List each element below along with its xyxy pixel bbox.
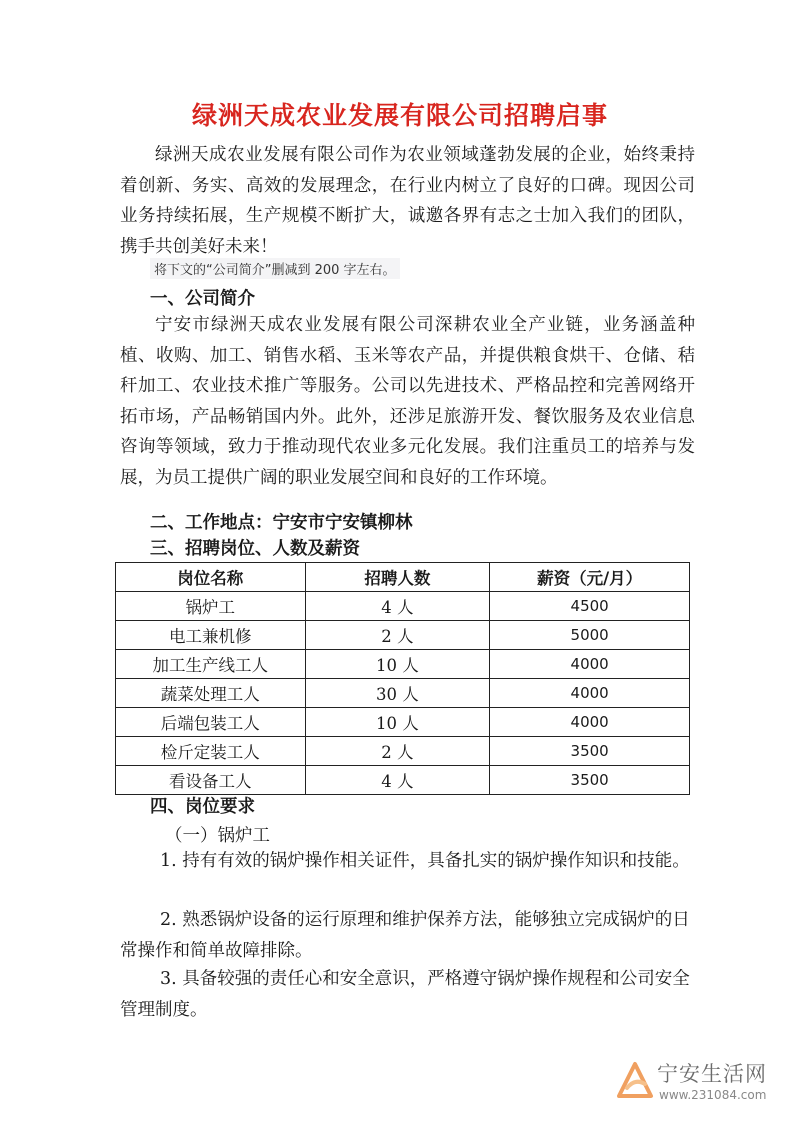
cell-position: 后端包装工人	[116, 708, 306, 737]
header-position: 岗位名称	[116, 563, 306, 592]
cell-salary: 5000	[490, 621, 690, 650]
section-heading-positions: 三、招聘岗位、人数及薪资	[150, 539, 360, 559]
cell-count: 2 人	[305, 621, 490, 650]
company-profile-paragraph: 宁安市绿洲天成农业发展有限公司深耕农业全产业链，业务涵盖种植、收购、加工、销售水稻、玉米等农产品，并提供粮食烘干、仓储、秸秆加工、农业技术推广等服务。公司以先进技术、严格品控和完善网络开拓市场，产品畅销国内外。此外，还涉足旅游开发、餐饮服务及农业信息咨询等领域，致力于推动现代农业多元化发展。我们注重员工的培养与发展，为员工提供广阔的职业发展空间和良好的工作环境。	[120, 315, 695, 488]
cell-salary: 3500	[490, 737, 690, 766]
site-watermark	[615, 1058, 795, 1108]
cell-salary: 4500	[490, 592, 690, 621]
cell-position: 加工生产线工人	[116, 650, 306, 679]
cell-salary: 4000	[490, 679, 690, 708]
table-row	[116, 766, 690, 795]
header-salary: 薪资（元/月）	[490, 563, 690, 592]
cell-position: 电工兼机修	[116, 621, 306, 650]
table-row	[116, 621, 690, 650]
watermark-site-url: www.231084.com	[659, 1088, 767, 1102]
section-heading-work-location: 二、工作地点：宁安市宁安镇柳林	[150, 513, 413, 533]
cell-position: 检斤定装工人	[116, 737, 306, 766]
requirement-item: 3. 具备较强的责任心和安全意识，严格遵守锅炉操作规程和公司安全管理制度。	[120, 969, 690, 1020]
cell-salary: 3500	[490, 766, 690, 795]
cell-count: 2 人	[305, 737, 490, 766]
positions-table	[115, 562, 690, 795]
requirement-item: 1. 持有有效的锅炉操作相关证件，具备扎实的锅炉操作知识和技能。	[160, 851, 690, 871]
cell-count: 4 人	[305, 592, 490, 621]
subheading-boiler-worker: （一）锅炉工	[165, 826, 270, 846]
cell-position: 蔬菜处理工人	[116, 679, 306, 708]
table-row	[116, 679, 690, 708]
cell-count: 4 人	[305, 766, 490, 795]
cell-count: 10 人	[305, 708, 490, 737]
cell-count: 10 人	[305, 650, 490, 679]
cell-count: 30 人	[305, 679, 490, 708]
watermark-site-name: 宁安生活网	[657, 1062, 767, 1086]
table-row	[116, 650, 690, 679]
edit-instruction-note: 将下文的“公司简介”删减到 200 字左右。	[150, 258, 400, 279]
page-title: 绿洲天成农业发展有限公司招聘启事	[191, 101, 608, 130]
site-logo-icon	[615, 1060, 655, 1100]
requirement-item: 2. 熟悉锅炉设备的运行原理和维护保养方法，能够独立完成锅炉的日常操作和简单故障排除。	[120, 910, 690, 961]
table-row	[116, 737, 690, 766]
cell-salary: 4000	[490, 650, 690, 679]
table-row	[116, 592, 690, 621]
cell-salary: 4000	[490, 708, 690, 737]
table-header-row	[116, 563, 690, 592]
intro-paragraph: 绿洲天成农业发展有限公司作为农业领域蓬勃发展的企业，始终秉持着创新、务实、高效的发展理念，在行业内树立了良好的口碑。现因公司业务持续拓展，生产规模不断扩大，诚邀各界有志之士加入我们的团队，携手共创美好未来！	[120, 145, 695, 257]
header-count: 招聘人数	[305, 563, 490, 592]
cell-position: 锅炉工	[116, 592, 306, 621]
cell-position: 看设备工人	[116, 766, 306, 795]
section-heading-company-profile: 一、公司简介	[150, 289, 255, 309]
section-heading-requirements: 四、岗位要求	[150, 797, 255, 817]
table-row	[116, 708, 690, 737]
